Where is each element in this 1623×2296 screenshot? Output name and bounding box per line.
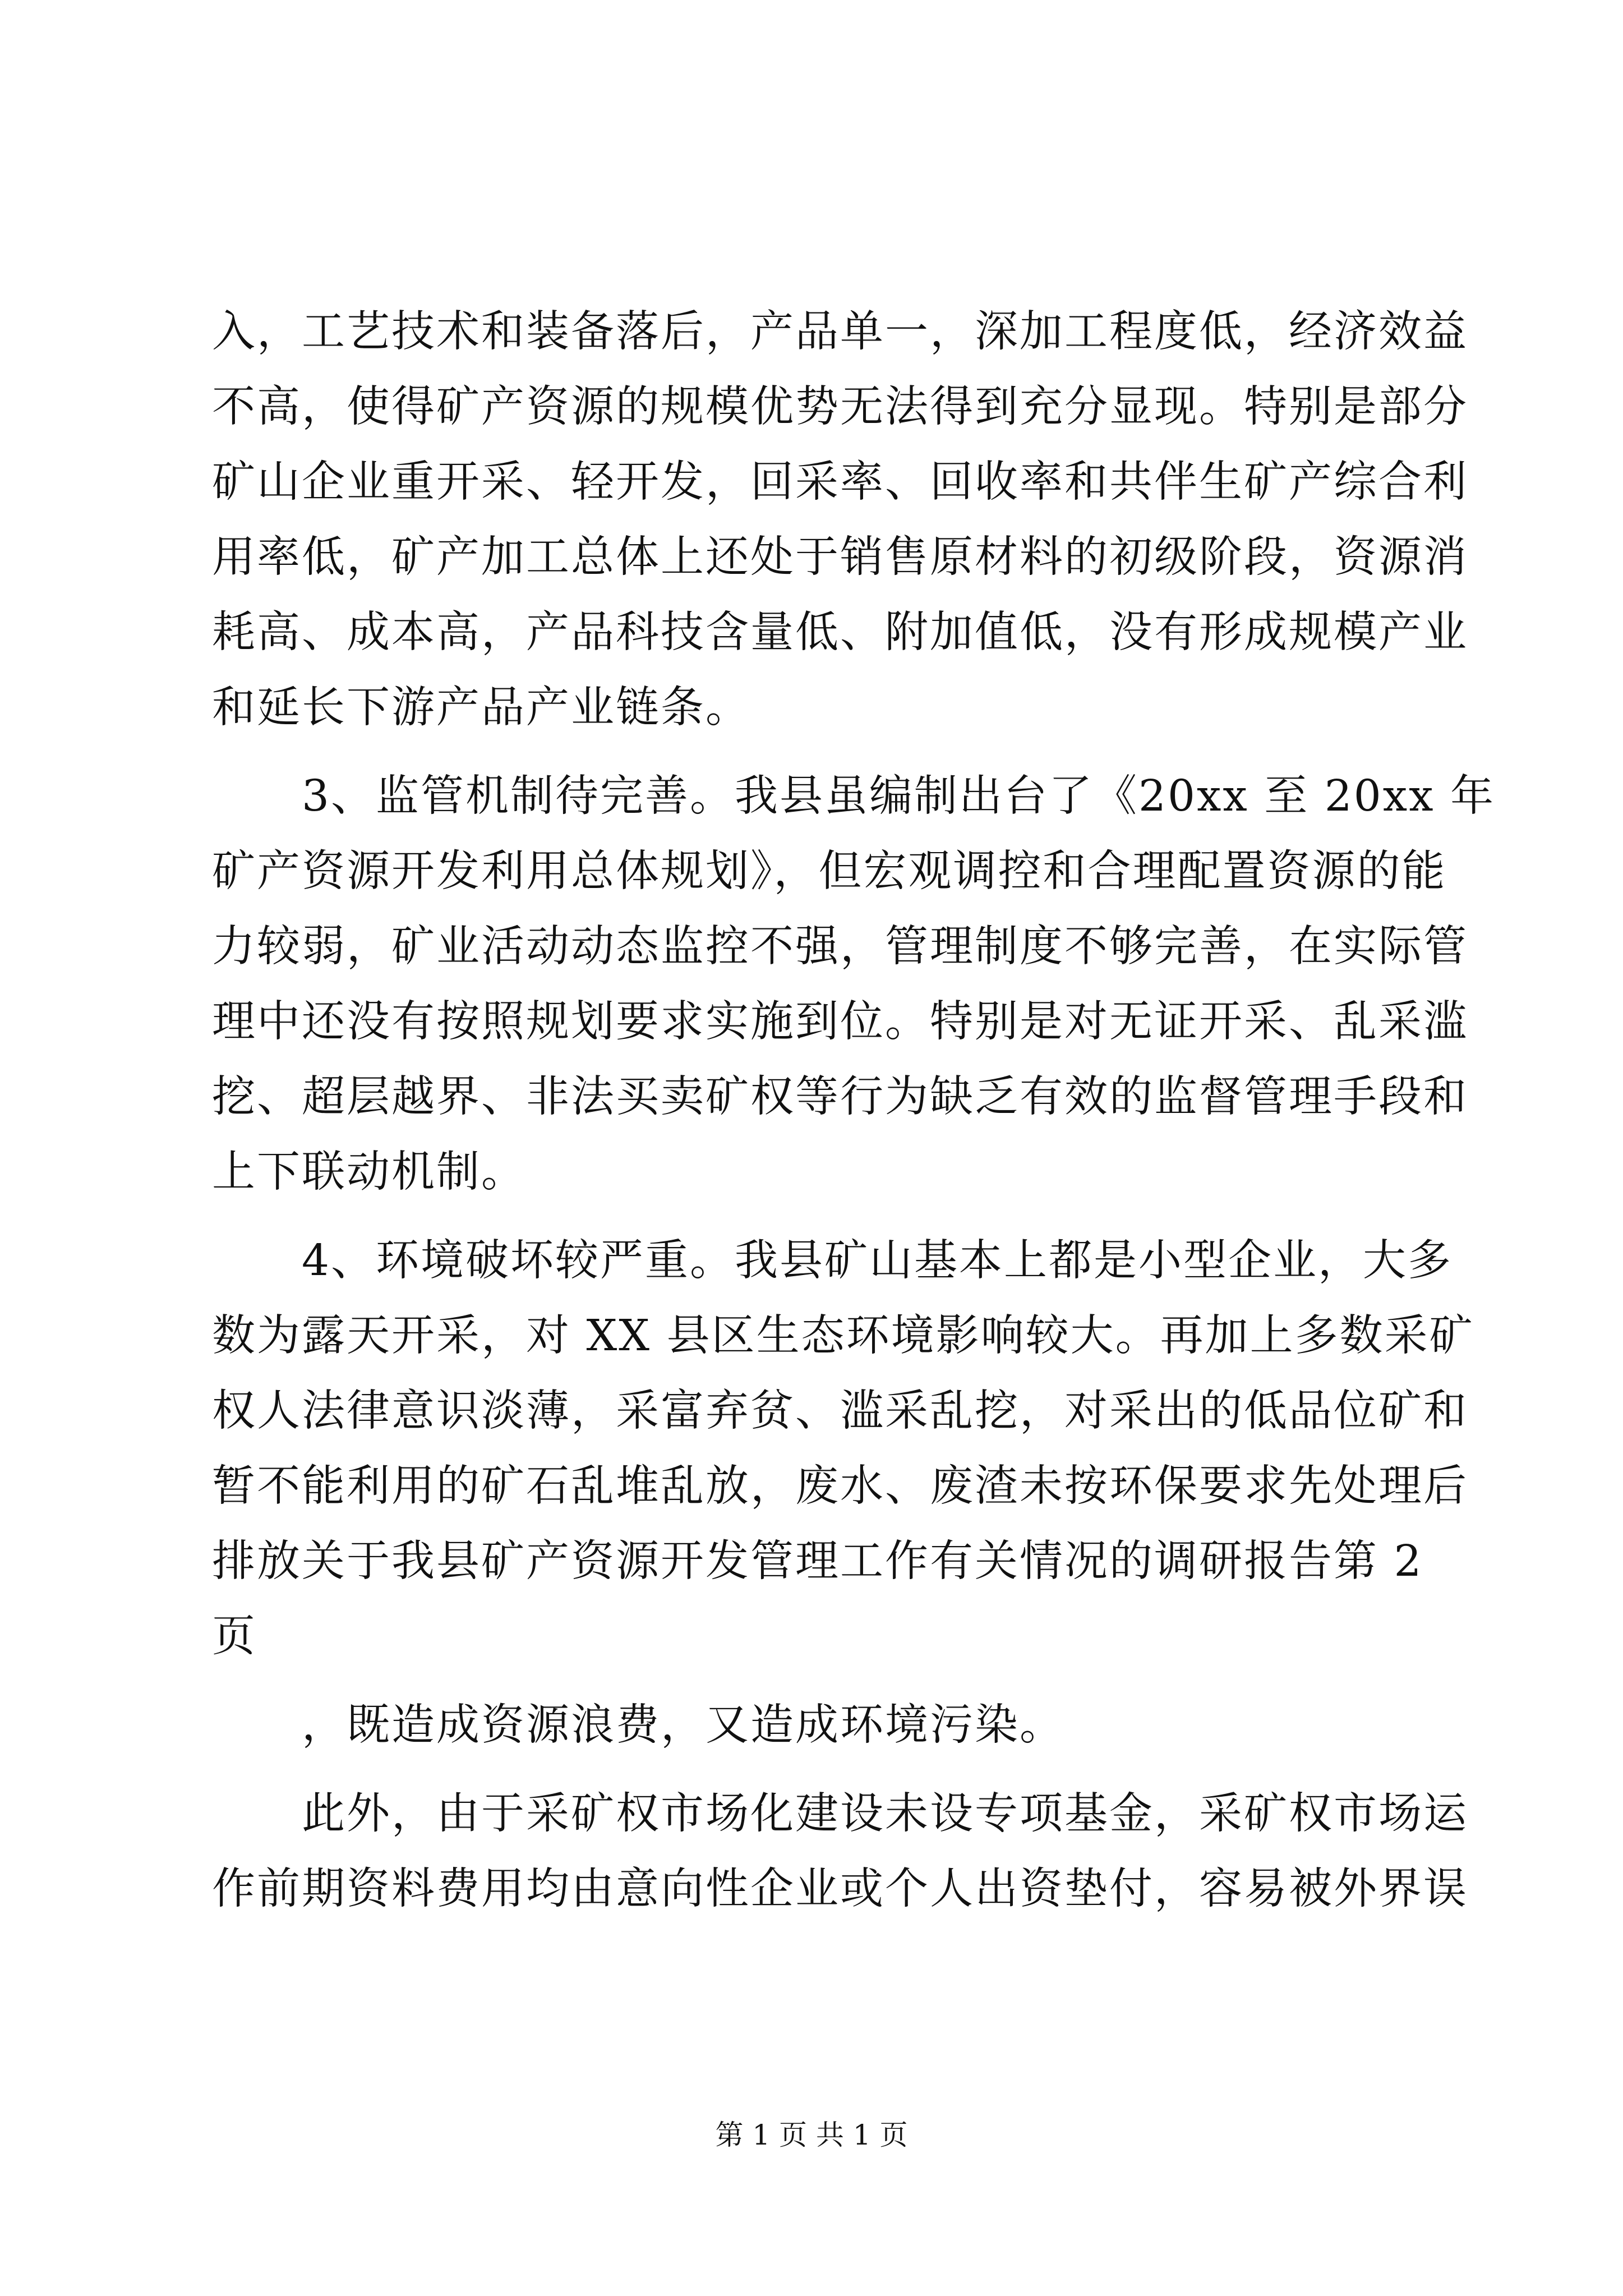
text-line: 入，工艺技术和装备落后，产品单一，深加工程度低，经济效益 [212, 307, 1468, 357]
text-line: 耗高、成本高，产品科技含量低、附加值低，没有形成规模产业 [212, 608, 1468, 657]
page-footer: 第 1 页 共 1 页 [715, 2119, 908, 2151]
paragraph-gap [212, 1210, 1412, 1223]
paragraph-gap [212, 1763, 1412, 1777]
text-line: 权人法律意识淡薄，采富弃贫、滥采乱挖，对采出的低品位矿和 [212, 1386, 1468, 1436]
text-line: 不高，使得矿产资源的规模优势无法得到充分显现。特别是部分 [212, 382, 1468, 432]
text-line: 用率低，矿产加工总体上还处于销售原材料的初级阶段，资源消 [212, 532, 1468, 582]
text-line: 4、环境破坏较严重。我县矿山基本上都是小型企业，大多 [212, 1236, 1453, 1286]
text-line: 力较弱，矿业活动动态监控不强，管理制度不够完善，在实际管 [212, 922, 1468, 972]
text-line: 排放关于我县矿产资源开发管理工作有关情况的调研报告第 2 [212, 1536, 1423, 1586]
text-line: 此外，由于采矿权市场化建设未设专项基金，采矿权市场运 [212, 1789, 1468, 1839]
text-line: 暂不能利用的矿石乱堆乱放，废水、废渣未按环保要求先处理后 [212, 1461, 1468, 1511]
text-line: 作前期资料费用均由意向性企业或个人出资垫付，容易被外界误 [212, 1864, 1468, 1914]
text-line: ，既造成资源浪费，又造成环境污染。 [212, 1700, 1064, 1750]
text-line: 挖、超层越界、非法买卖矿权等行为缺乏有效的监督管理手段和 [212, 1072, 1468, 1122]
text-line: 矿山企业重开采、轻开发，回采率、回收率和共伴生矿产综合利 [212, 457, 1468, 507]
text-line: 页 [212, 1612, 257, 1662]
text-line: 理中还没有按照规划要求实施到位。特别是对无证开采、乱采滥 [212, 997, 1468, 1047]
paragraph-gap [212, 746, 1412, 759]
body-text [212, 295, 1496, 1927]
text-line: 和延长下游产品产业链条。 [212, 683, 750, 733]
text-line: 矿产资源开发利用总体规划》，但宏观调控和合理配置资源的能 [212, 846, 1447, 896]
text-line: 数为露天开采，对 XX 县区生态环境影响较大。再加上多数采矿 [212, 1311, 1474, 1361]
text-line: 上下联动机制。 [212, 1147, 526, 1197]
text-line: 3、监管机制待完善。我县虽编制出台了《20xx 至 20xx 年 [212, 771, 1496, 821]
paragraph-gap [212, 1674, 1412, 1688]
